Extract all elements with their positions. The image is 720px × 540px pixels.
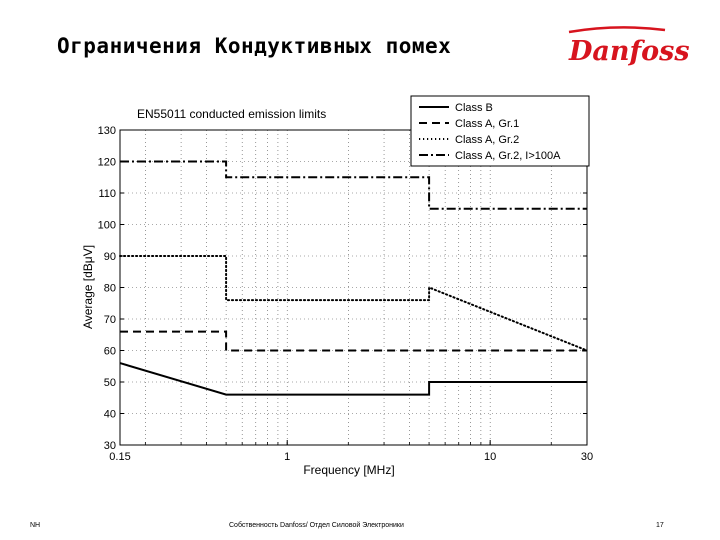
- y-tick-label: 110: [98, 188, 116, 200]
- x-tick-label: 0.15: [109, 451, 131, 463]
- slide-title: Ограничения Кондуктивных помех: [57, 34, 452, 58]
- y-tick-label: 40: [103, 408, 116, 421]
- logo-wordmark: Danfoss: [569, 36, 690, 67]
- legend-label: Class A, Gr.2, I>100A: [455, 150, 561, 162]
- y-tick-label: 50: [103, 377, 116, 389]
- chart-title: EN55011 conducted emission limits: [137, 107, 327, 121]
- y-tick-label: 90: [103, 251, 116, 263]
- y-tick-label: 80: [103, 282, 116, 295]
- page-number: 17: [656, 522, 664, 529]
- y-axis-label: Average [dBμV]: [81, 244, 95, 330]
- y-tick-label: 30: [103, 440, 116, 452]
- legend-label: Class A, Gr.1: [455, 118, 520, 130]
- legend: [411, 96, 589, 166]
- footer-author: NH: [30, 522, 41, 529]
- x-tick-label: 30: [580, 451, 594, 463]
- x-axis-label: Frequency [MHz]: [303, 463, 395, 477]
- x-tick-label: 10: [484, 451, 497, 463]
- legend-label: Class B: [455, 102, 493, 114]
- footer-copyright: Собственность Danfoss/ Отдел Силовой Электроники: [229, 522, 404, 529]
- y-tick-label: 100: [97, 219, 116, 232]
- y-tick-label: 70: [103, 314, 116, 326]
- legend-label: Class A, Gr.2: [455, 134, 520, 146]
- y-tick-label: 120: [97, 156, 116, 169]
- y-tick-label: 130: [97, 125, 116, 137]
- y-tick-label: 60: [103, 345, 116, 358]
- x-tick-label: 1: [284, 451, 291, 463]
